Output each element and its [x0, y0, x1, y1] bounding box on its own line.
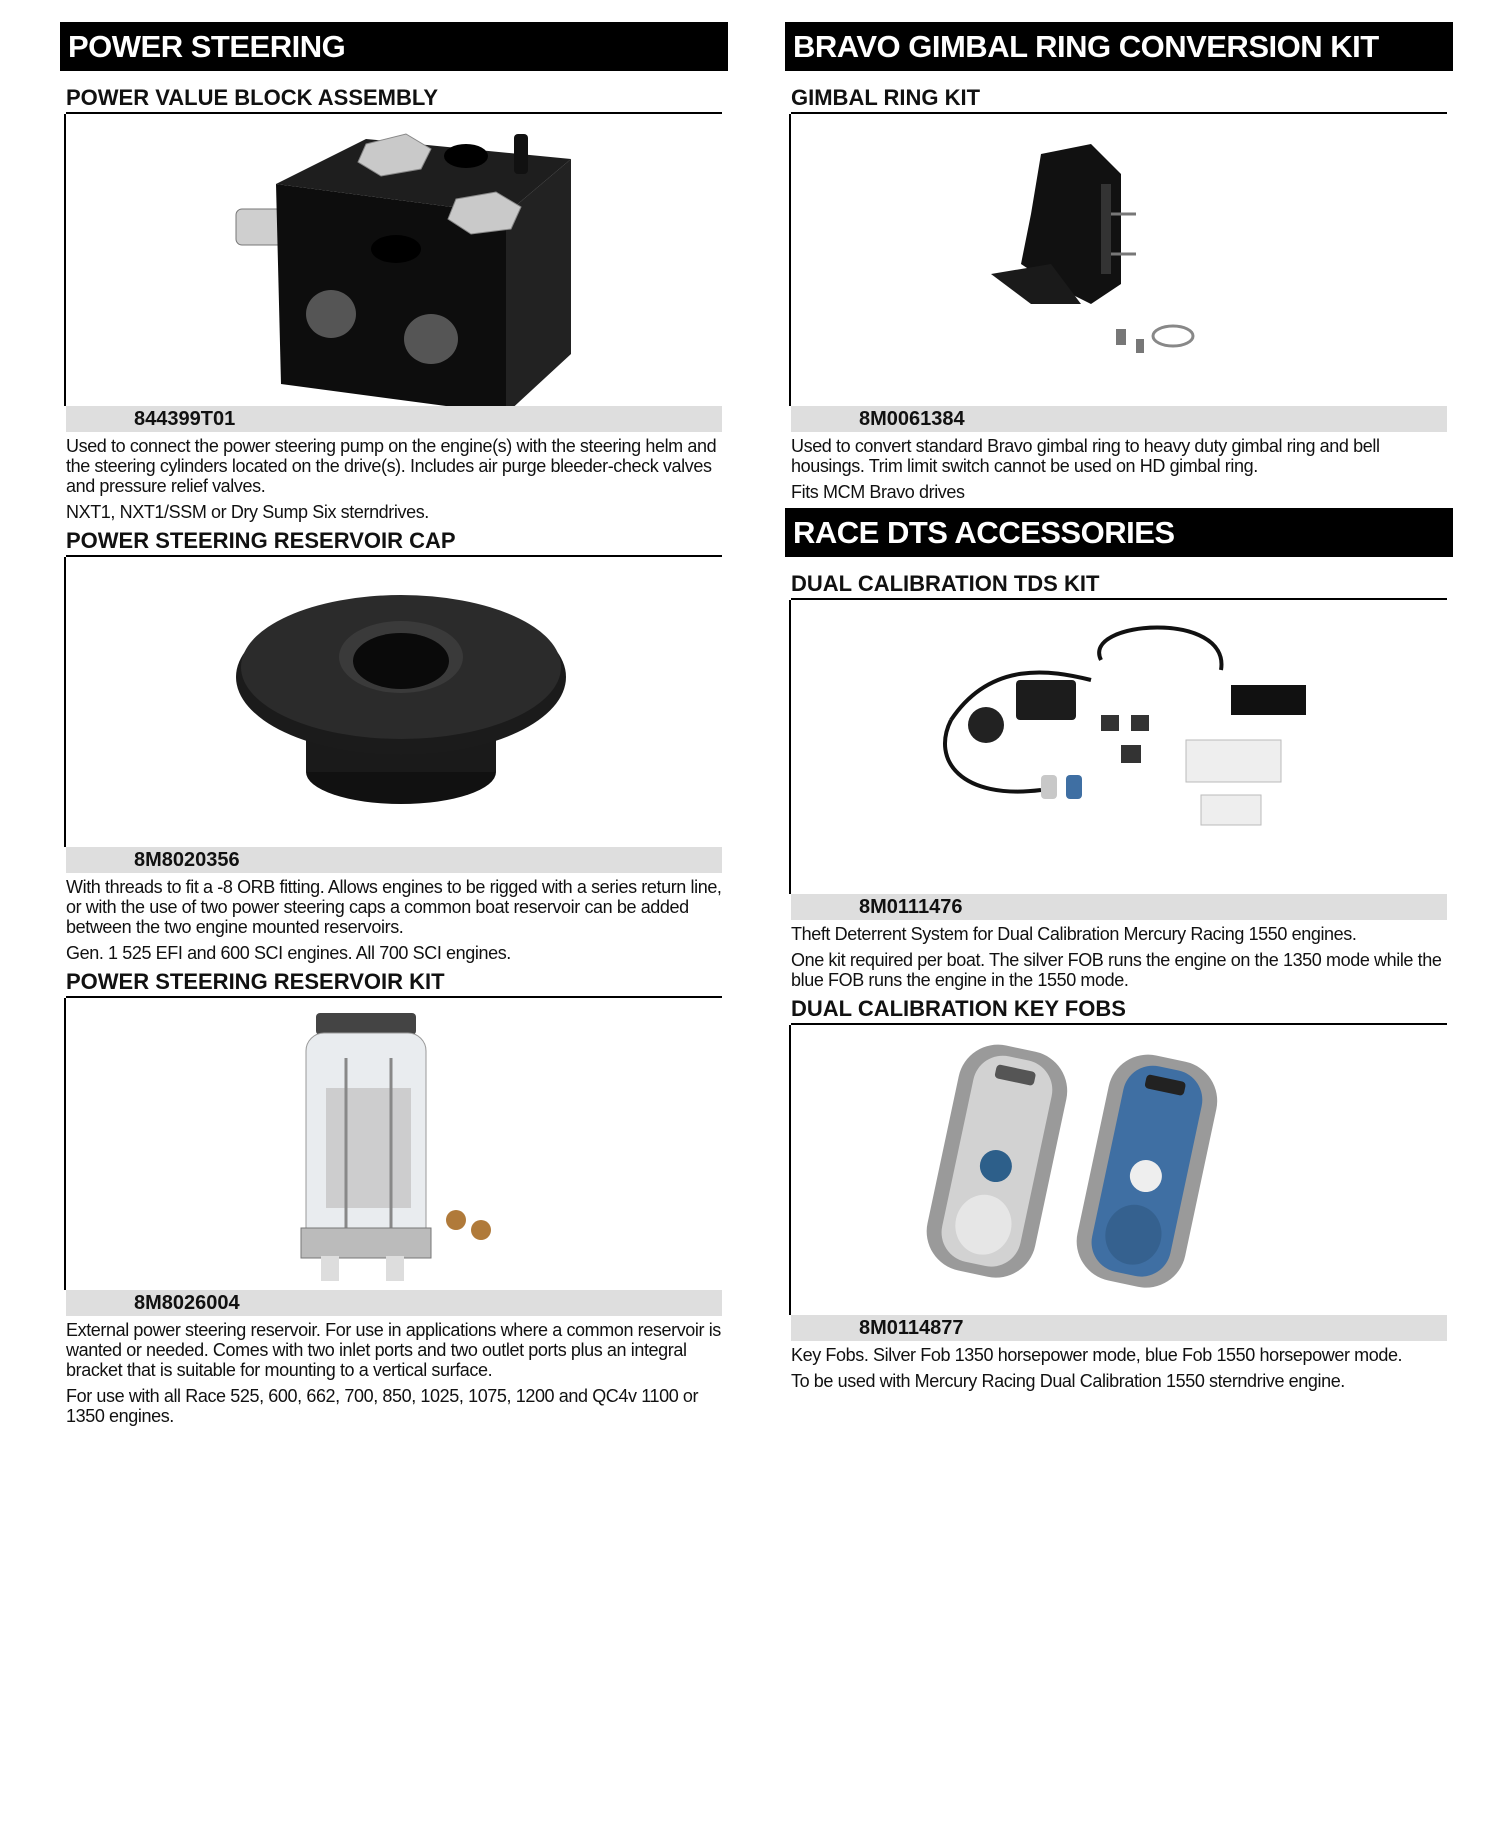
desc-fitment: NXT1, NXT1/SSM or Dry Sump Six sterndrives.	[66, 502, 429, 522]
reservoir-kit-image	[64, 998, 726, 1290]
item-title-tds-kit: DUAL CALIBRATION TDS KIT	[791, 571, 1447, 600]
gimbal-ring-image	[789, 114, 1451, 406]
item-title-key-fobs: DUAL CALIBRATION KEY FOBS	[791, 996, 1447, 1025]
desc-text: Theft Deterrent System for Dual Calibration Mercury Racing 1550 engines.	[791, 924, 1357, 944]
desc-fitment: Fits MCM Bravo drives	[791, 482, 965, 502]
item-title-valve-block: POWER VALUE BLOCK ASSEMBLY	[66, 85, 722, 114]
desc-text: With threads to fit a -8 ORB fitting. Allows engines to be rigged with a series return line, or with the use of two power steering caps a common boat reservoir can be added between the two engine mounted reservoirs.	[66, 877, 722, 937]
item-title-reservoir-kit: POWER STEERING RESERVOIR KIT	[66, 969, 722, 998]
desc-text: Used to convert standard Bravo gimbal ring to heavy duty gimbal ring and bell housings. Trim limit switch cannot be used on HD gimbal ring.	[791, 436, 1380, 476]
desc-fitment: To be used with Mercury Racing Dual Calibration 1550 sterndrive engine.	[791, 1371, 1345, 1391]
part-number-8M8020356: 8M8020356	[66, 847, 722, 873]
part-number-8M0111476: 8M0111476	[791, 894, 1447, 920]
item-title-reservoir-cap: POWER STEERING RESERVOIR CAP	[66, 528, 722, 557]
desc-fitment: For use with all Race 525, 600, 662, 700, 850, 1025, 1075, 1200 and QC4v 1100 or 1350 engines.	[66, 1386, 699, 1426]
item-description	[66, 877, 726, 963]
part-number-8M0114877: 8M0114877	[791, 1315, 1447, 1341]
desc-text: Key Fobs. Silver Fob 1350 horsepower mode, blue Fob 1550 horsepower mode.	[791, 1345, 1403, 1365]
item-description	[791, 436, 1451, 502]
item-description	[66, 436, 726, 522]
section-title-power-steering: POWER STEERING	[60, 22, 728, 71]
item-description	[791, 924, 1451, 990]
left-column	[60, 22, 728, 1432]
part-number-844399T01: 844399T01	[66, 406, 722, 432]
section-title-bravo-gimbal: BRAVO GIMBAL RING CONVERSION KIT	[785, 22, 1453, 71]
desc-text: Used to connect the power steering pump on the engine(s) with the steering helm and the steering cylinders located on the drive(s). Includes air purge bleeder-check valves and pressure relief valves.	[66, 436, 717, 496]
part-number-8M0061384: 8M0061384	[791, 406, 1447, 432]
reservoir-cap-image	[64, 557, 726, 847]
item-title-gimbal-ring-kit: GIMBAL RING KIT	[791, 85, 1447, 114]
desc-fitment: One kit required per boat. The silver FOB runs the engine on the 1350 mode while the blue FOB runs the engine in the 1550 mode.	[791, 950, 1442, 990]
desc-text: External power steering reservoir. For use in applications where a common reservoir is wanted or needed. Comes with two inlet ports and two outlet ports plus an integral bracket that is suitable for mounting to a vertical surface.	[66, 1320, 721, 1380]
item-description	[791, 1345, 1451, 1391]
section-title-race-dts: RACE DTS ACCESSORIES	[785, 508, 1453, 557]
right-column	[785, 22, 1453, 1397]
desc-fitment: Gen. 1 525 EFI and 600 SCI engines. All 700 SCI engines.	[66, 943, 511, 963]
part-number-8M8026004: 8M8026004	[66, 1290, 722, 1316]
valve-block-image	[64, 114, 726, 406]
tds-kit-image	[789, 600, 1451, 894]
item-description	[66, 1320, 726, 1426]
key-fobs-image	[789, 1025, 1451, 1315]
